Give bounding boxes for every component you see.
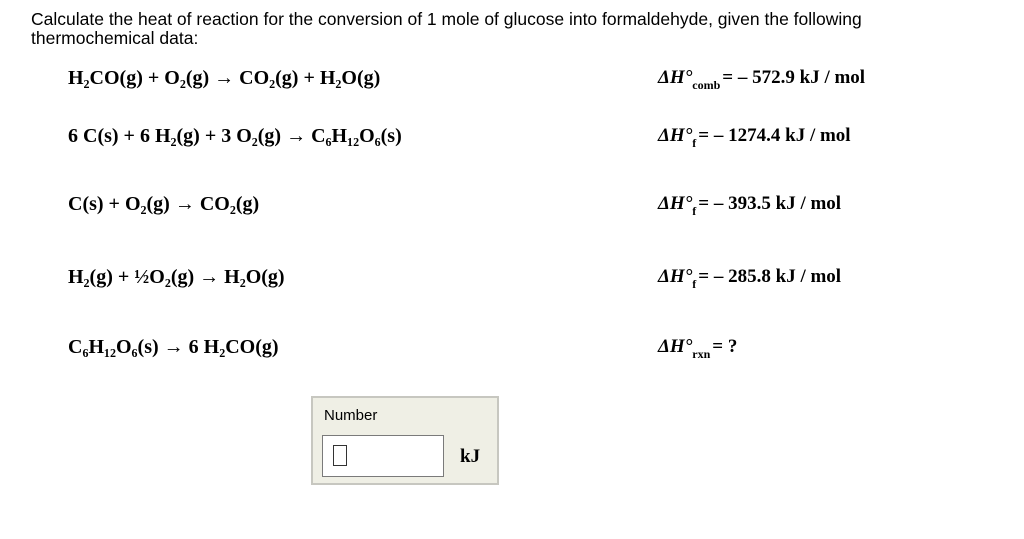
number-input[interactable] xyxy=(322,435,444,477)
equation-4: H₂(g) + ½O₂(g) → H₂O(g) xyxy=(68,266,285,288)
equation-3: C(s) + O₂(g) → CO₂(g) xyxy=(68,193,260,215)
equation-2: 6 C(s) + 6 H₂(g) + 3 O₂(g) → C₆H₁₂O₆(s) xyxy=(68,125,402,147)
enthalpy-symbol: ΔH° xyxy=(658,266,693,287)
input-caret xyxy=(333,445,347,466)
number-label: Number xyxy=(324,407,378,424)
enthalpy-subscript: f xyxy=(692,277,697,291)
enthalpy-symbol: ΔH° xyxy=(658,193,693,214)
enthalpy-value: = ? xyxy=(712,336,738,357)
unit-label: kJ xyxy=(460,446,481,467)
enthalpy-symbol: ΔH° xyxy=(658,125,693,146)
answer-panel xyxy=(311,396,499,485)
enthalpy-subscript: f xyxy=(692,204,697,218)
enthalpy-value: = – 1274.4 kJ / mol xyxy=(698,125,851,146)
enthalpy-3 xyxy=(658,193,842,218)
enthalpy-subscript: rxn xyxy=(692,347,711,361)
question-prompt: Calculate the heat of reaction for the conversion of 1 mole of glucose into formaldehyde, given the following thermochemical data: xyxy=(31,9,862,48)
equation-1: H₂CO(g) + O₂(g) → CO₂(g) + H₂O(g) xyxy=(68,67,381,89)
enthalpy-1 xyxy=(658,67,866,92)
equation-5: C₆H₁₂O₆(s) → 6 H₂CO(g) xyxy=(68,336,279,358)
enthalpy-2 xyxy=(658,125,851,150)
enthalpy-subscript: f xyxy=(692,136,697,150)
enthalpy-4 xyxy=(658,266,842,291)
enthalpy-symbol: ΔH° xyxy=(658,67,693,88)
enthalpy-value: = – 393.5 kJ / mol xyxy=(698,193,842,214)
enthalpy-value: = – 572.9 kJ / mol xyxy=(722,67,866,88)
enthalpy-subscript: comb xyxy=(692,78,721,92)
enthalpy-symbol: ΔH° xyxy=(658,336,693,357)
enthalpy-5 xyxy=(658,336,738,361)
enthalpy-value: = – 285.8 kJ / mol xyxy=(698,266,842,287)
